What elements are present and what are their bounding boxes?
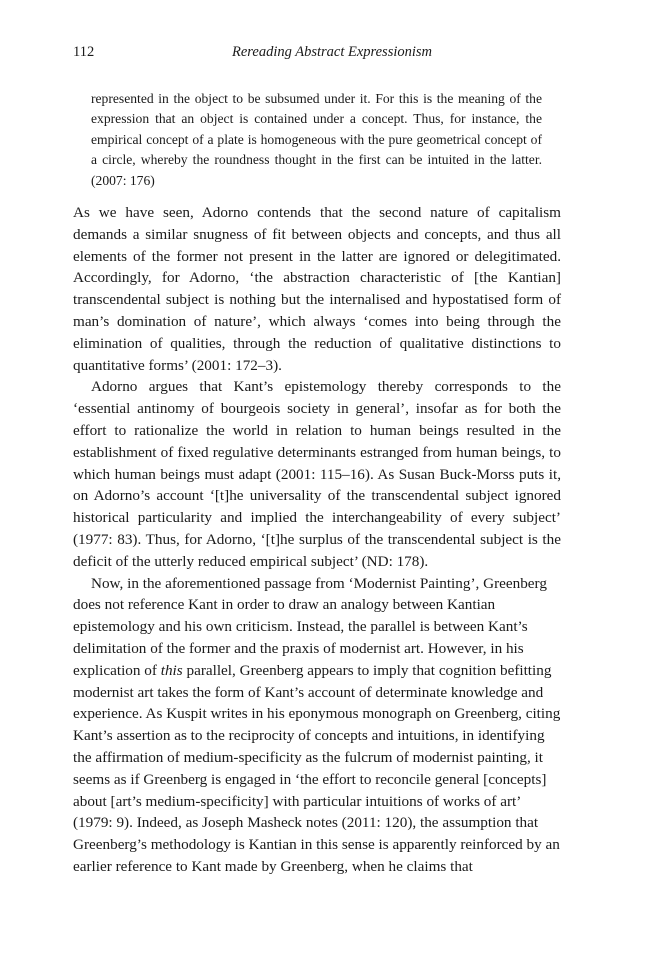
paragraph-3-emphasis: this [160,661,183,679]
paragraph-3 [73,573,561,878]
paragraph-3-text-b: parallel, Greenberg appears to imply that cognition befitting modernist art takes the form of Kant’s account of determinate knowledge and experience. As Kuspit writes in his eponymous monograph on Greenberg, citing Kant’s assertion as to the reciprocity of concepts and intuitions, in identifying the affirmation of medium-specificity as the fulcrum of modernist painting, it seems as if Greenberg is engaged in ‘the effort to reconcile general [concepts] about [art’s medium-specificity] with particular intuitions of works of art’ (1979: 9). Indeed, as Joseph Masheck notes (2011: 120), the assumption that Greenberg’s methodology is Kantian in this sense is apparently reinforced by an earlier reference to Kant made by Greenberg, when he claims that [73,661,561,875]
body-text [73,202,561,878]
paragraph-3-text-a: Now, in the aforementioned passage from ‘Modernist Painting’, Greenberg does not reference Kant in order to draw an analogy between Kantian epistemology and his own criticism. Instead, the parallel is between Kant’s delimitation of the former and the praxis of modernist art. However, in his explication of [73,574,547,679]
block-quote: represented in the object to be subsumed under it. For this is the meaning of the expression that an object is contained under a concept. Thus, for instance, the empirical concept of a plate is homogeneous with the pure geometrical concept of a circle, whereby the roundness thought in the first can be intuited in the latter. (2007: 176) [91,91,542,188]
paragraph-2: Adorno argues that Kant’s epistemology thereby corresponds to the ‘essential antinomy of bourgeois society in general’, insofar as for both the effort to rationalize the world in relation to human beings resulted in the establishment of fixed regulative determinants estranged from human beings, to which human beings must adapt (2001: 115–16). As Susan Buck-Morss puts it, on Adorno’s account ‘[t]he universality of the transcendental subject ignored historical particularity and implied the interchangeability of every subject’ (1977: 83). Thus, for Adorno, ‘[t]he surplus of the transcendental subject is the deficit of the utterly reduced empirical subject’ (ND: 178). [73,378,561,570]
paragraph-1: As we have seen, Adorno contends that the second nature of capitalism demands a similar snugness of fit between objects and concepts, and thus all elements of the former not present in the latter are ignored or delegitimated. Accordingly, for Adorno, ‘the abstraction characteristic of [the Kantian] transcendental subject is nothing but the internalised and hypostatised form of man’s domination of nature’, which always ‘comes into being through the elimination of qualities, through the reduction of qualitative distinctions to quantitative forms’ (2001: 172–3). [73,204,561,374]
running-header [73,44,561,66]
page-number: 112 [73,44,95,60]
running-title: Rereading Abstract Expressionism [231,44,433,60]
